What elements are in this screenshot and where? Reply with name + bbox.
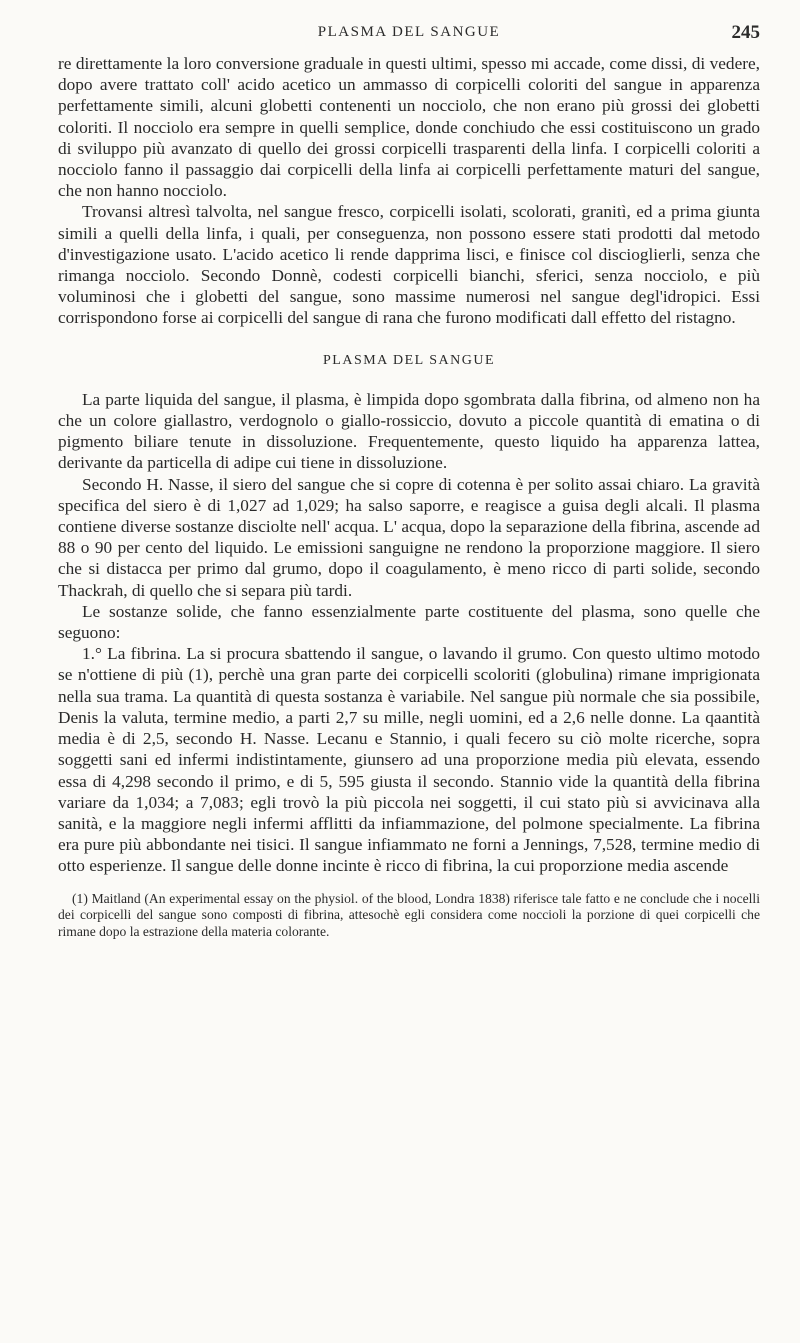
paragraph-continuation: re direttamente la loro conversione graduale in questi ultimi, spesso mi accade, come dissi, di vedere, dopo avere trattato coll' acido acetico un ammasso di corpicelli coloriti del sangue in apparenza perfettamente simili, alcuni globetti contenenti un nocciolo, che non erano più grossi dei globetti coloriti. Il nocciolo era sempre in quelli semplice, donde conchiudo che essi costituiscono un grado di sviluppo più avanzato di quello dei grossi corpicelli trasparenti della linfa. I corpicelli coloriti a nocciolo fanno il passaggio dai corpicelli della linfa ai corpicelli perfettamente maturi del sangue, che non hanno nocciolo. xyxy=(58,54,760,201)
paragraph-sostanze-solide: Le sostanze solide, che fanno essenzialmente parte costituente del plasma, sono quelle che seguono: xyxy=(58,601,760,643)
body-text xyxy=(58,53,760,940)
running-title: PLASMA DEL SANGUE xyxy=(317,24,501,40)
footnote: (1) Maitland (An experimental essay on the physiol. of the blood, Londra 1838) riferisce tale fatto e ne conclude che i nocelli dei corpicelli del sangue sono composti di fibrina, attesochè egli considera come noccioli la porzione di quei corpicelli che rimane dopo la estrazione della materia colorante. xyxy=(58,890,760,939)
section-heading: PLASMA DEL SANGUE xyxy=(323,352,495,368)
paragraph-corpicelli-isolati: Trovansi altresì talvolta, nel sangue fresco, corpicelli isolati, scolorati, granitì, ed a prima giunta simili a quelli della linfa, i quali, per conseguenza, non possono essere stati prodotti dal metodo d'investigazione usato. L'acido acetico li rende dapprima lisci, e finisce col discioglierli, senza che rimanga nocciolo. Secondo Donnè, codesti corpicelli bianchi, sferici, senza nocciolo, e più voluminosi che i globetti del sangue, sono massime numerosi nel sangue degl'idropici. Essi corrispondono forse ai corpicelli del sangue di rana che furono modificati dall effetto del ristagno. xyxy=(58,202,760,328)
paragraph-nasse-siero: Secondo H. Nasse, il siero del sangue che si copre di cotenna è per solito assai chiaro. La gravità specifica del siero è di 1,027 ad 1,029; ha salso saporre, e reagisce a guisa degli alcali. Il plasma contiene diverse sostanze disciolte nell' acqua. L' acqua, dopo la separazione della fibrina, ascende ad 88 o 90 per cento del liquido. Le emissioni sanguigne ne rendono la proporzione maggiore. Il siero che si distacca per primo dal grumo, dopo il coagulamento, è meno ricco di parti solide, secondo Thackrah, di quello che si separa più tardi. xyxy=(58,474,760,600)
running-head xyxy=(58,22,760,46)
paragraph-plasma-intro: La parte liquida del sangue, il plasma, è limpida dopo sgombrata dalla fibrina, od almeno non ha che un colore giallastro, verdognolo o giallo-rossiccio, dovuto a piccole quantità di ematina o di pigmento biliare tenute in dissoluzione. Frequentemente, questo liquido ha apparenza lattea, derivante da particella di adipe cui tiene in dissoluzione. xyxy=(58,389,760,473)
paragraph-fibrina: 1.° La fibrina. La si procura sbattendo il sangue, o lavando il grumo. Con questo ultimo motodo se n'ottiene di più (1), perchè una gran parte dei corpicelli scoloriti (globulina) rimane imprigionata nella sua trama. La quantità di questa sostanza è variabile. Nel sangue più normale che sia possibile, Denis la valuta, termine medio, a parti 2,7 su mille, negli uomini, ed a 2,6 nelle donne. La qaantità media è di 2,5, secondo H. Nasse. Lecanu e Stannio, i quali fecero su ciò molte ricerche, sopra soggetti sani ed infermi indistintamente, giunsero ad una proporzione media più elevata, essendo essa di 4,298 secondo il primo, e di 5, 595 giusta il secondo. Stannio vide la quantità della fibrina variare da 1,034; a 7,083; egli trovò la più piccola nei soggetti, il cui stato più si avvicinava alla sanità, e la maggiore negli infermi afflitti da infiammazione, del polmone specialmente. La fibrina era pure più abbondante nei tisici. Il sangue infiammato ne forni a Jennings, 7,528, termine medio di otto esperienze. Il sangue delle donne incinte è ricco di fibrina, la cui proporzione media ascende xyxy=(58,644,760,876)
page-number: 245 xyxy=(731,22,760,43)
